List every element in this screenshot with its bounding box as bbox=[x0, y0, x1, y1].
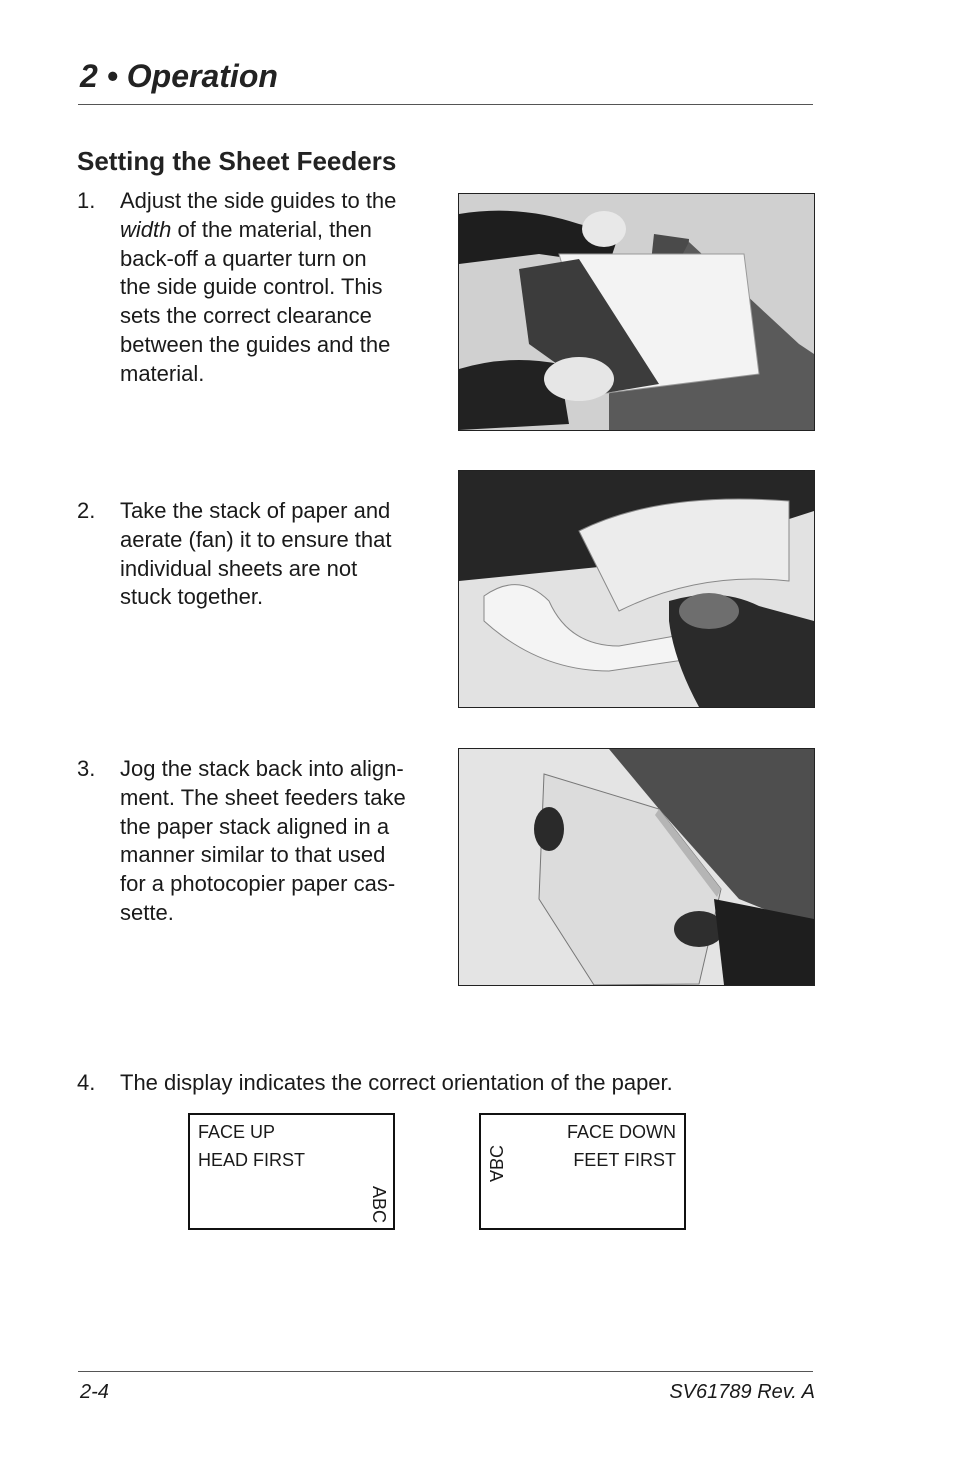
display-line-1: FACE DOWN bbox=[566, 1122, 676, 1142]
step-text: The display indicates the correct orientation of the paper. bbox=[120, 1070, 673, 1095]
header-divider bbox=[78, 104, 813, 105]
display-face-up-head-first bbox=[188, 1113, 395, 1230]
step-number: 1. bbox=[77, 188, 96, 213]
photo-fan-paper bbox=[458, 470, 815, 708]
emphasis-width: width bbox=[120, 216, 172, 242]
step-text: Jog the stack back into align- ment. The sheet feeders take the paper stack aligned in a manner similar to that used for a photocopier paper cas- sette. bbox=[120, 756, 406, 925]
step-number: 3. bbox=[77, 756, 96, 781]
display-face-down-feet-first bbox=[479, 1113, 686, 1230]
photo-jog-stack bbox=[458, 748, 815, 986]
step-text: Take the stack of paper and aerate (fan) it to ensure that individual sheets are not stuck together. bbox=[120, 498, 392, 610]
footer-divider bbox=[78, 1371, 813, 1372]
section-title: Setting the Sheet Feeders bbox=[77, 146, 397, 176]
step-text: Adjust the side guides to the width of the material, then back-off a quarter turn on the side guide control. This sets the correct clearance between the guides and the material. bbox=[120, 188, 397, 386]
document-id: SV61789 Rev. A bbox=[669, 1381, 815, 1403]
chapter-title: 2 • Operation bbox=[80, 58, 278, 94]
step-number: 4. bbox=[77, 1070, 96, 1095]
display-line-2: HEAD FIRST bbox=[198, 1150, 306, 1170]
orientation-label: ABC bbox=[486, 1144, 506, 1182]
page-number: 2-4 bbox=[80, 1381, 109, 1403]
step-number: 2. bbox=[77, 498, 96, 523]
display-line-2: FEET FIRST bbox=[573, 1150, 676, 1170]
photo-adjust-side-guides bbox=[458, 193, 815, 431]
orientation-label: ABC bbox=[369, 1186, 389, 1224]
display-line-1: FACE UP bbox=[198, 1122, 276, 1142]
